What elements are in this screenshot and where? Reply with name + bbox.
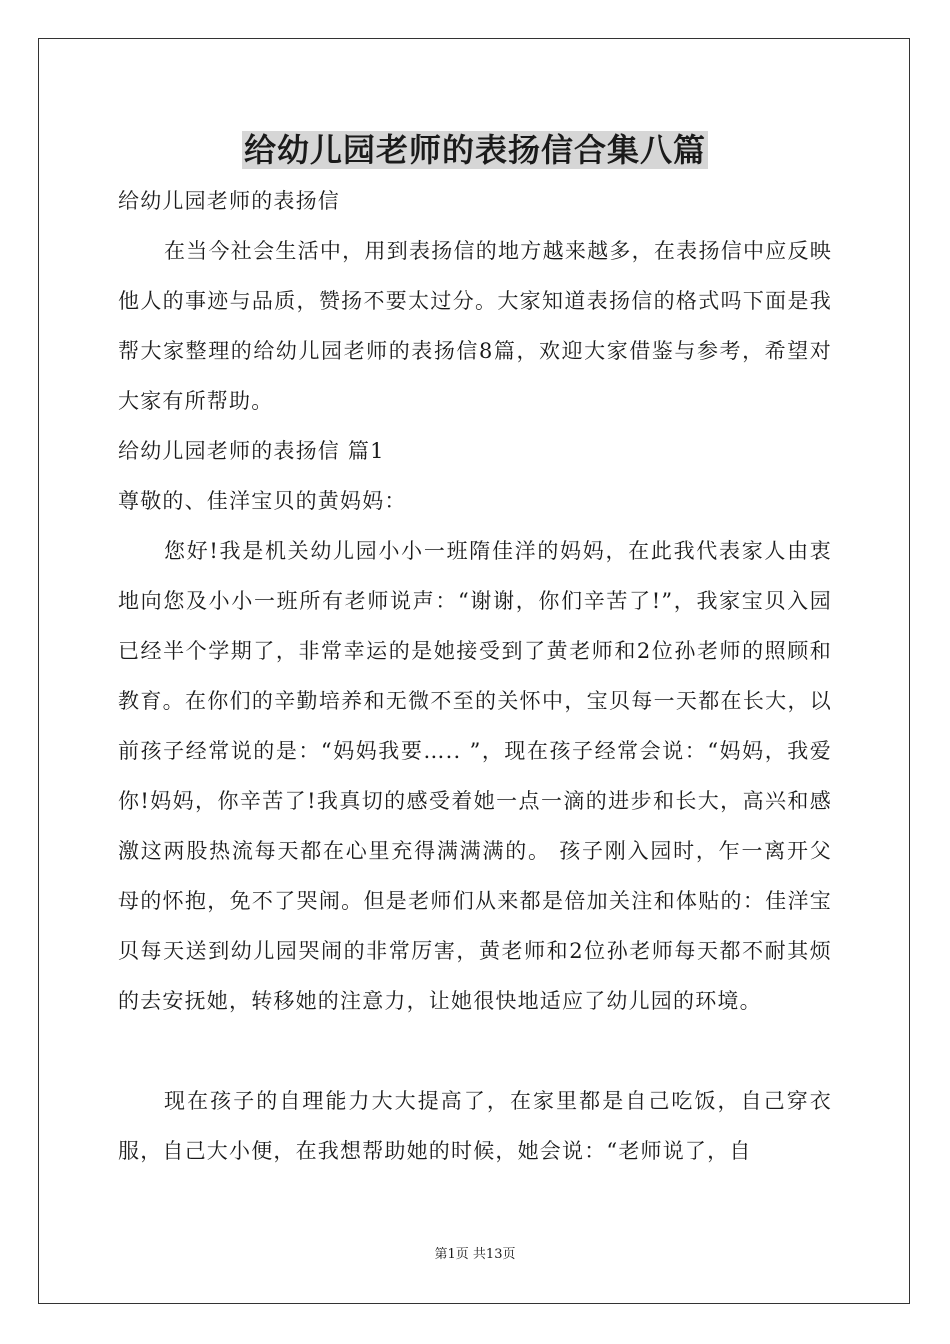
page-footer: 第1页 共13页: [434, 1247, 516, 1262]
section-heading: 给幼儿园老师的表扬信: [118, 189, 340, 213]
intro-paragraph: 在当今社会生活中，用到表扬信的地方越来越多，在表扬信中应反映他人的事迹与品质，赞扬不要太过分。大家知道表扬信的格式吗下面是我帮大家整理的给幼儿园老师的表扬信8篇，欢迎大家借鉴与参考，希望对大家有所帮助。: [118, 239, 832, 413]
document-title: [118, 128, 832, 172]
letter-salutation: 尊敬的、佳洋宝贝的黄妈妈：: [118, 489, 407, 513]
document-title-text: 给幼儿园老师的表扬信合集八篇: [243, 131, 706, 169]
letter-body-paragraph-2: 现在孩子的自理能力大大提高了，在家里都是自己吃饭，自己穿衣服，自己大小便，在我想帮助她的时候，她会说：“老师说了，自: [118, 1089, 832, 1163]
letter-body-paragraph-1: 您好!我是机关幼儿园小小一班隋佳洋的妈妈，在此我代表家人由衷地向您及小小一班所有老师说声：“谢谢，你们辛苦了!”，我家宝贝入园已经半个学期了，非常幸运的是她接受到了黄老师和2位孙老师的照顾和教育。在你们的辛勤培养和无微不至的关怀中，宝贝每一天都在长大，以前孩子经常说的是：“妈妈我要….. ”，现在孩子经常会说：“妈妈，我爱你!妈妈，你辛苦了!我真切的感受着她一点一滴的进步和长大，高兴和感激这两股热流每天都在心里充得满满满的。 孩子刚入园时，乍一离开父母的怀抱，免不了哭闹。但是老师们从来都是倍加关注和体贴的：佳洋宝贝每天送到幼儿园哭闹的非常厉害，黄老师和2位孙老师每天都不耐其烦的去安抚她，转移她的注意力，让她很快地适应了幼儿园的环境。: [118, 539, 832, 1013]
article-heading: 给幼儿园老师的表扬信 篇1: [118, 439, 385, 463]
